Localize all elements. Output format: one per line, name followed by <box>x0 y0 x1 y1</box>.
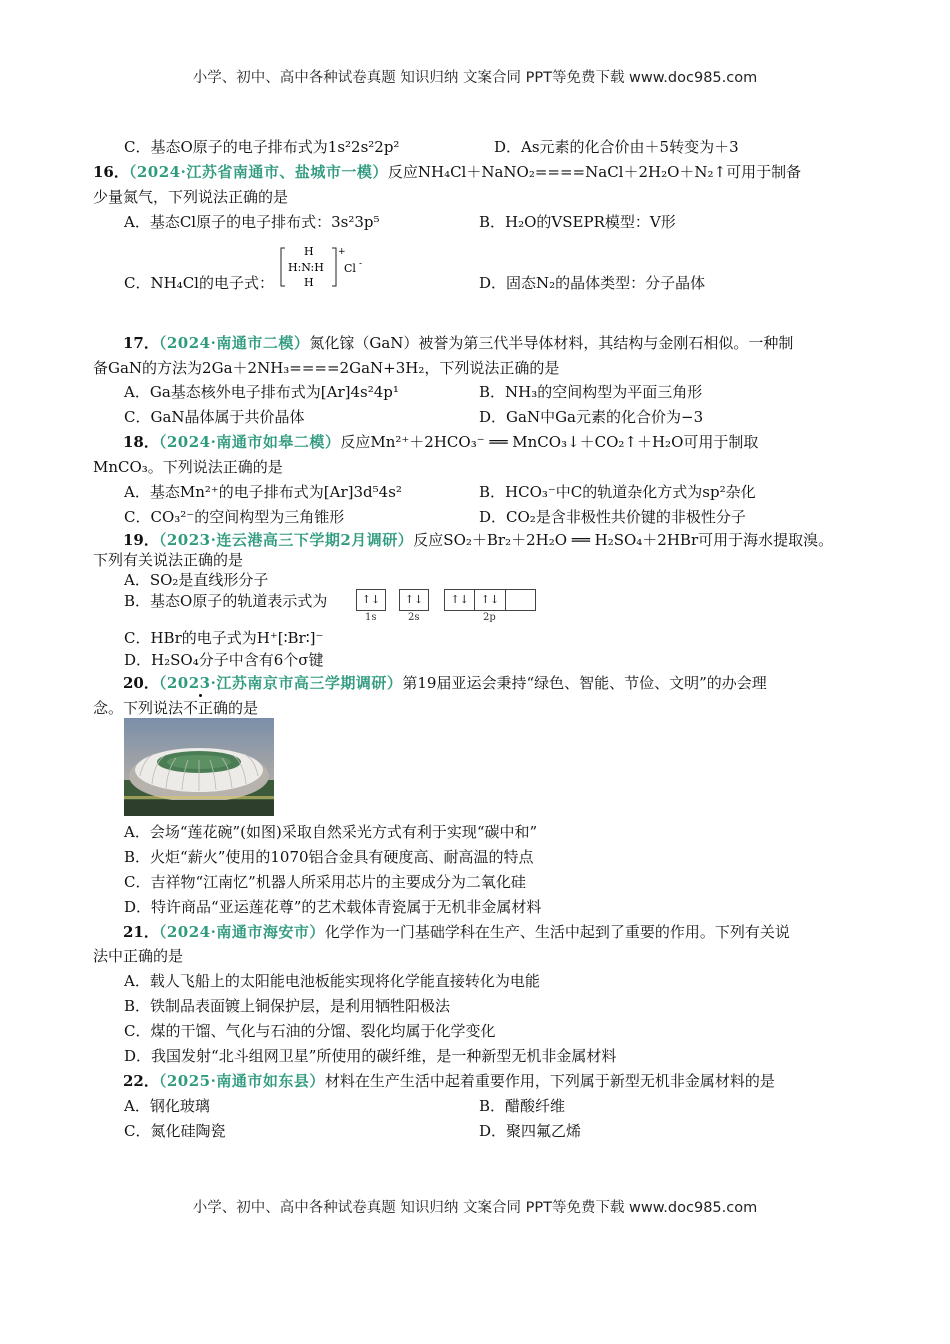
q16-number: 16． <box>93 163 129 181</box>
svg-text:Cl: Cl <box>344 262 356 275</box>
q19-source: （2023·连云港高三下学期2月调研） <box>158 531 414 549</box>
q20-option-c: C．吉祥物“江南忆”机器人所采用芯片的主要成分为二氧化硅 <box>124 873 526 891</box>
q18-option-a: A．基态Mn²⁺的电子排布式为[Ar]3d⁵4s² <box>124 483 402 501</box>
q21-stem-line1 <box>123 922 790 942</box>
orbital-label-2p: 2p <box>483 612 496 623</box>
q18-stem-line1 <box>123 432 758 452</box>
q17-option-c: C．GaN晶体属于共价晶体 <box>124 408 305 426</box>
q19-option-c: C．HBr的电子式为H⁺[∶Br∶]⁻ <box>124 629 324 647</box>
page-footer: 小学、初中、高中各种试卷真题 知识归纳 文案合同 PPT等免费下载 www.doc985.com <box>192 1200 758 1216</box>
q20-text: 第19届亚运会秉持“绿色、智能、节俭、文明”的办会理 <box>402 674 767 692</box>
orbital-label-1s: 1s <box>365 612 377 623</box>
q21-text: 化学作为一门基础学科在生产、生活中起到了重要的作用。下列有关说 <box>324 923 790 941</box>
q20-stem-line1 <box>123 673 767 693</box>
q21-option-a: A．载人飞船上的太阳能电池板能实现将化学能直接转化为电能 <box>124 972 540 990</box>
q22-stem <box>123 1071 775 1091</box>
svg-text:H:N:H: H:N:H <box>288 261 324 274</box>
q18-stem-line2: MnCO₃。下列说法正确的是 <box>93 458 283 476</box>
q19-option-b: B．基态O原子的轨道表示式为 <box>124 592 328 610</box>
svg-text:-: - <box>359 259 363 269</box>
q15-option-c: C．基态O原子的电子排布式为1s²2s²2p² <box>124 138 400 156</box>
q22-option-d: D．聚四氟乙烯 <box>479 1122 582 1140</box>
q21-number: 21． <box>123 923 159 941</box>
q18-source: （2024·南通市如皋二模） <box>158 433 341 451</box>
q22-text: 材料在生产生活中起着重要作用，下列属于新型无机非金属材料的是 <box>324 1072 775 1090</box>
orbital-diagram <box>356 589 546 629</box>
q16-option-d: D．固态N₂的晶体类型：分子晶体 <box>479 274 706 292</box>
q21-option-d: D．我国发射“北斗组网卫星”所使用的碳纤维，是一种新型无机非金属材料 <box>124 1047 617 1065</box>
orbital-box-2s: ↑↓ <box>399 589 429 611</box>
q17-stem-line2: 备GaN的方法为2Ga＋2NH₃====2GaN+3H₂，下列说法正确的是 <box>93 359 560 377</box>
q19-option-d: D．H₂SO₄分子中含有6个σ键 <box>124 651 324 669</box>
q16-text: 反应NH₄Cl＋NaNO₂====NaCl＋2H₂O＋N₂↑可用于制备 <box>387 163 802 181</box>
q16-option-c: C．NH₄Cl的电子式： <box>124 274 274 292</box>
q19-text: 反应SO₂＋Br₂＋2H₂O ══ H₂SO₄＋2HBr可用于海水提取溴。 <box>413 531 834 549</box>
svg-text:H: H <box>304 245 314 258</box>
q16-option-b: B．H₂O的VSEPR模型：V形 <box>479 213 676 231</box>
page-header: 小学、初中、高中各种试卷真题 知识归纳 文案合同 PPT等免费下载 www.doc985.com <box>192 70 758 86</box>
q20-source: （2023·江苏南京市高三学期调研） <box>158 674 403 692</box>
lotus-stadium-photo <box>124 718 274 816</box>
orbital-box-1s: ↑↓ <box>356 589 386 611</box>
q17-source: （2024·南通市二模） <box>158 334 310 352</box>
q17-text: 氮化镓（GaN）被誉为第三代半导体材料，其结构与金刚石相似。一种制 <box>309 334 794 352</box>
q21-option-b: B．铁制品表面镀上铜保护层，是利用牺牲阳极法 <box>124 997 451 1015</box>
q20-option-d: D．特许商品“亚运莲花尊”的艺术载体青瓷属于无机非金属材料 <box>124 898 542 916</box>
q22-source: （2025·南通市如东县） <box>158 1072 325 1090</box>
q15-option-d: D．As元素的化合价由＋5转变为＋3 <box>494 138 739 156</box>
q16-stem-line1 <box>93 162 801 182</box>
svg-text:H: H <box>304 276 314 289</box>
q20-number: 20． <box>123 674 159 692</box>
svg-text:+: + <box>338 247 346 257</box>
q19-option-a: A．SO₂是直线形分子 <box>124 571 269 589</box>
q17-option-a: A．Ga基态核外电子排布式为[Ar]4s²4p¹ <box>124 383 399 401</box>
q21-stem-line2: 法中正确的是 <box>93 947 184 965</box>
q18-option-d: D．CO₂是含非极性共价键的非极性分子 <box>479 508 746 526</box>
q17-option-d: D．GaN中Ga元素的化合价为−3 <box>479 408 704 426</box>
q22-option-b: B．醋酸纤维 <box>479 1097 566 1115</box>
q22-option-a: A．钢化玻璃 <box>124 1097 210 1115</box>
q19-number: 19． <box>123 531 159 549</box>
q22-number: 22． <box>123 1072 159 1090</box>
q20-stem-line2: 念。下列说法不正确的是 <box>93 699 259 717</box>
q16-option-a: A．基态Cl原子的电子排布式：3s²3p⁵ <box>124 213 380 231</box>
q16-stem-line2: 少量氮气，下列说法正确的是 <box>93 188 289 206</box>
q20-option-a: A．会场“莲花碗”(如图)采取自然采光方式有利于实现“碳中和” <box>124 823 538 841</box>
emphasis-dot <box>199 694 202 697</box>
orbital-box-2p: ↑↓ ↑↓ <box>444 589 536 611</box>
q17-stem-line1 <box>123 333 793 353</box>
q17-option-b: B．NH₃的空间构型为平面三角形 <box>479 383 703 401</box>
q17-number: 17． <box>123 334 159 352</box>
q22-option-c: C．氮化硅陶瓷 <box>124 1122 226 1140</box>
q18-number: 18． <box>123 433 159 451</box>
q21-option-c: C．煤的干馏、气化与石油的分馏、裂化均属于化学变化 <box>124 1022 496 1040</box>
q19-stem-line2: 下列有关说法正确的是 <box>93 551 244 569</box>
q20-option-b: B．火炬“薪火”使用的1070铝合金具有硬度高、耐高温的特点 <box>124 848 534 866</box>
nh4cl-lewis-structure <box>278 244 378 290</box>
q16-source: （2024·江苏省南通市、盐城市一模） <box>128 163 388 181</box>
q21-source: （2024·南通市海安市） <box>158 923 325 941</box>
q18-option-b: B．HCO₃⁻中C的轨道杂化方式为sp²杂化 <box>479 483 756 501</box>
q18-option-c: C．CO₃²⁻的空间构型为三角锥形 <box>124 508 345 526</box>
q18-text: 反应Mn²⁺＋2HCO₃⁻ ══ MnCO₃↓＋CO₂↑＋H₂O可用于制取 <box>340 433 759 451</box>
q19-stem-line1 <box>123 530 833 550</box>
orbital-label-2s: 2s <box>408 612 420 623</box>
